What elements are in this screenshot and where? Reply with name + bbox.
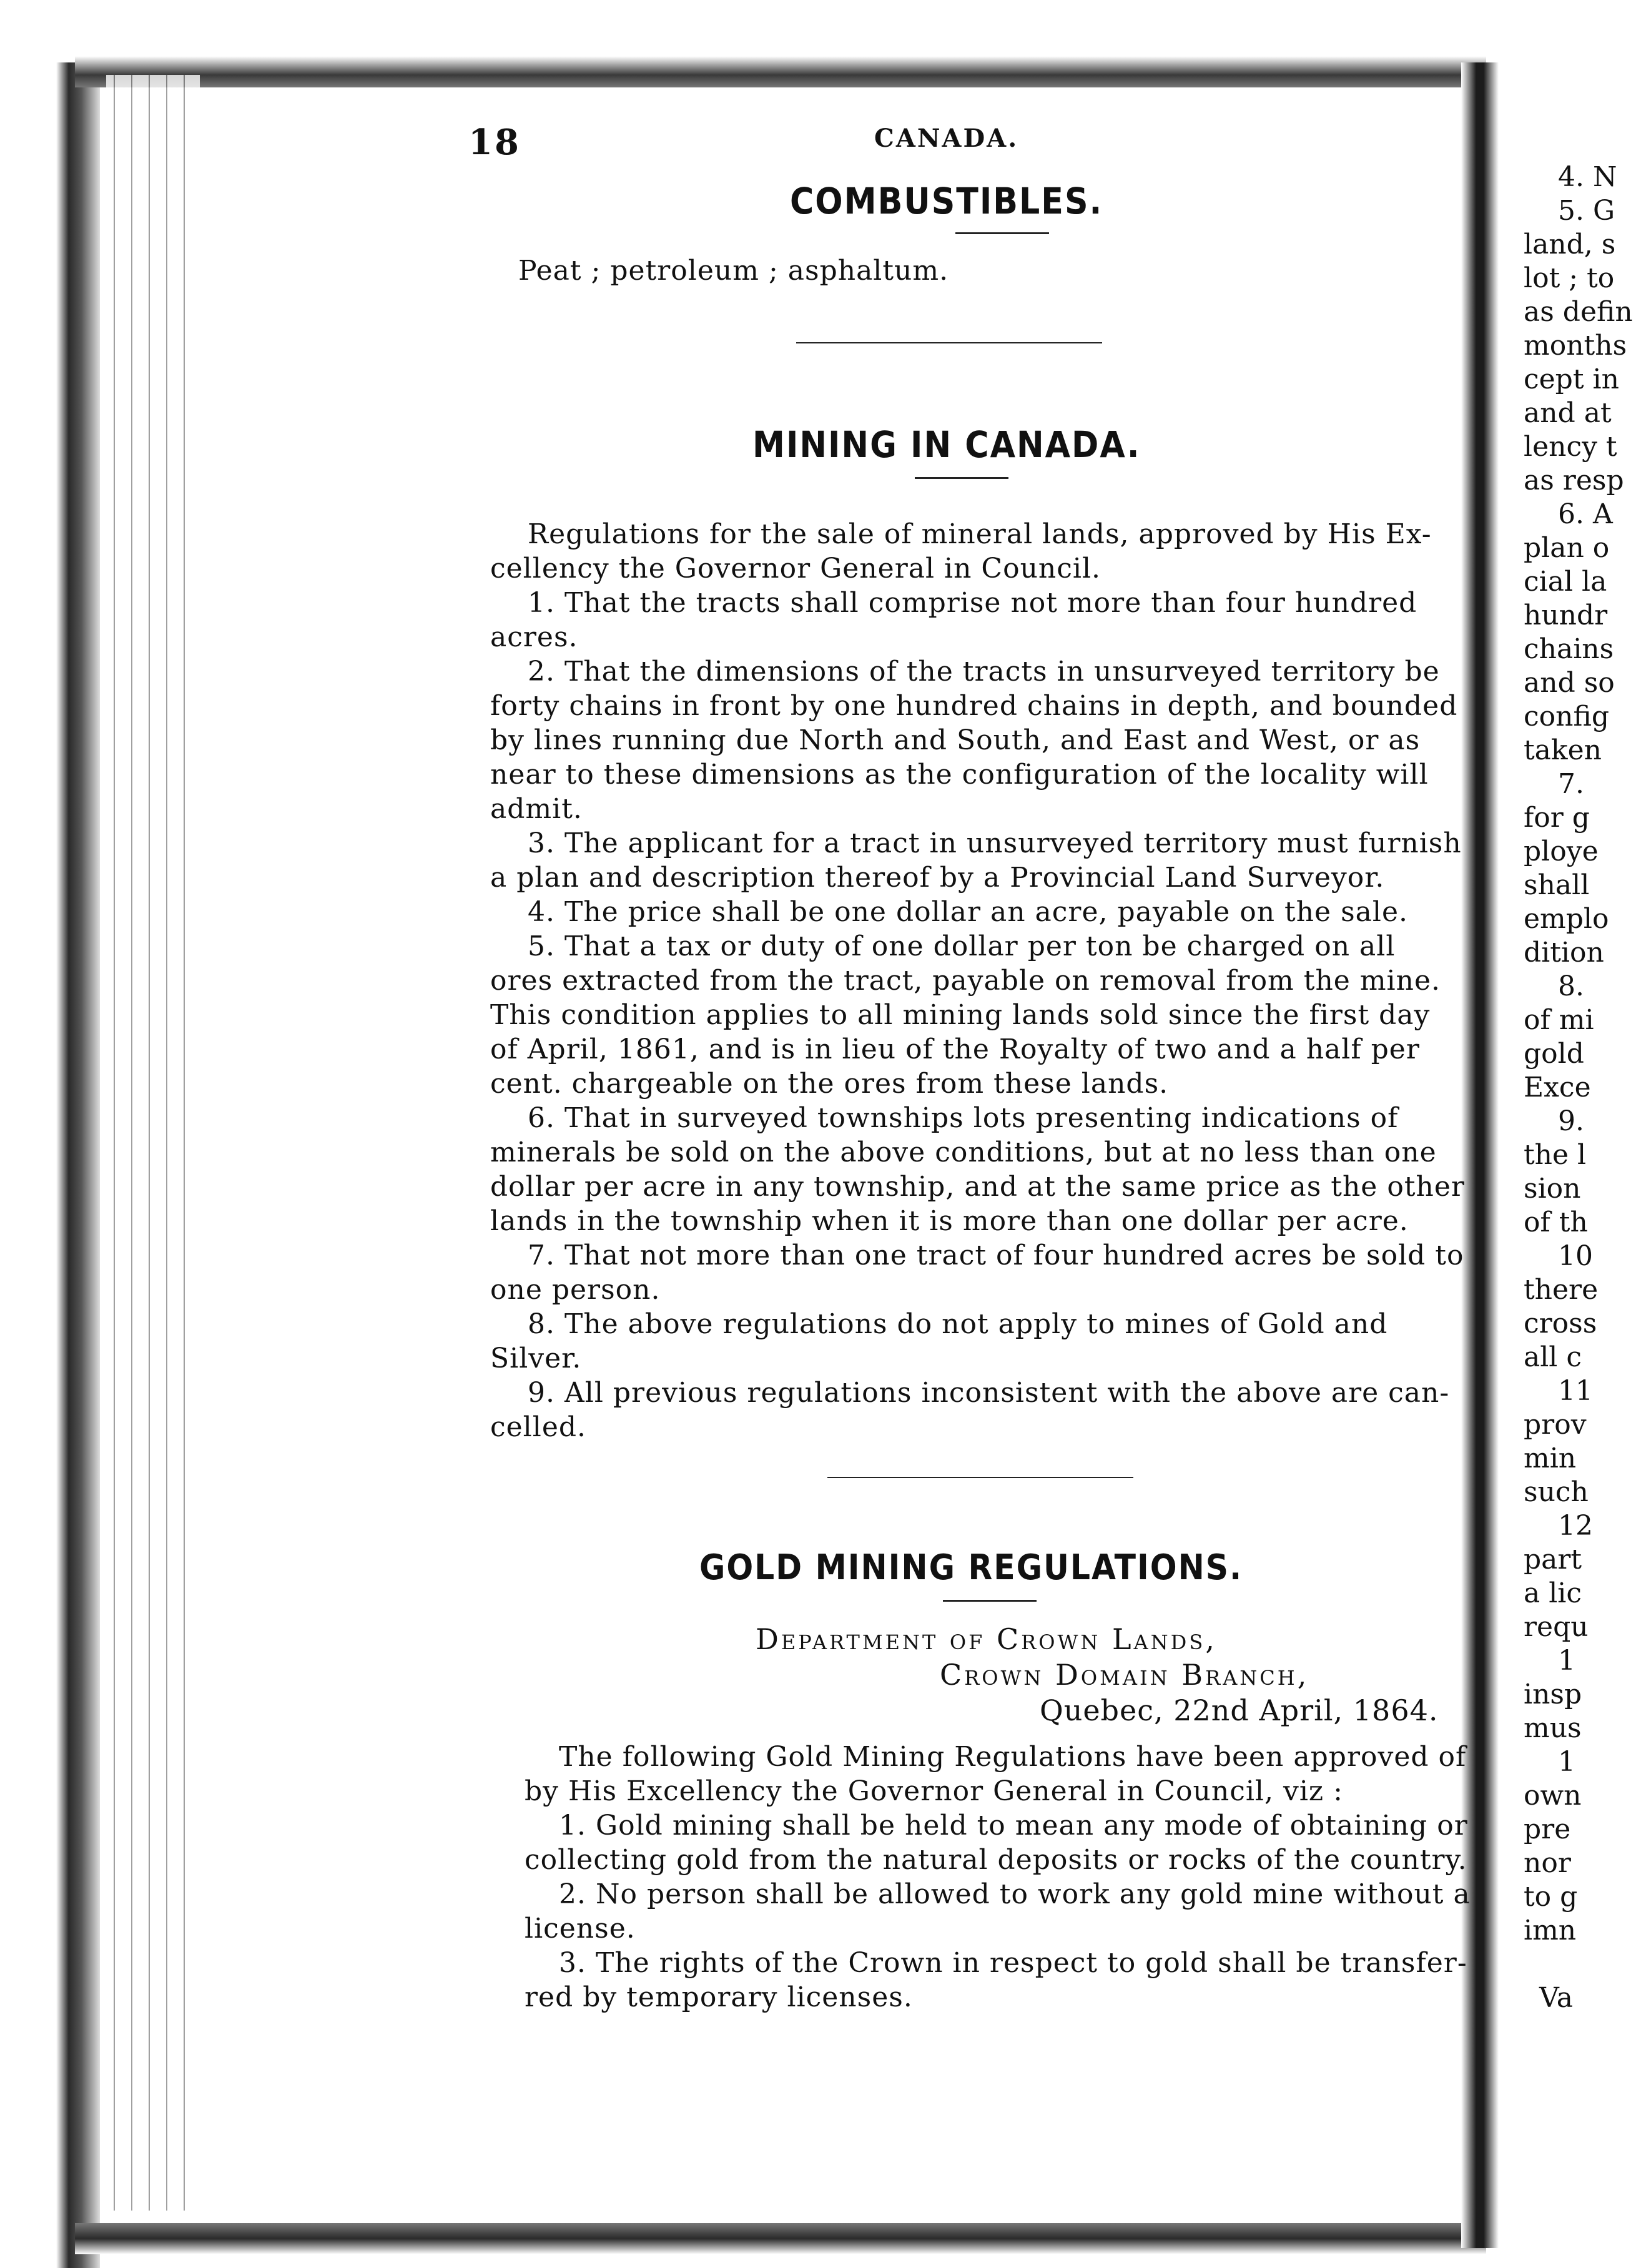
facing-line: insp [1524, 1679, 1582, 1710]
facing-line: 1 [1558, 1746, 1575, 1778]
mining-line: forty chains in front by one hundred chains in depth, and bounded [490, 690, 1458, 722]
facing-line: config [1524, 701, 1609, 732]
facing-line: 5. G [1558, 195, 1615, 227]
facing-line: 10 [1558, 1240, 1593, 1272]
facing-line: cross [1524, 1308, 1597, 1339]
facing-line: prov [1524, 1409, 1587, 1441]
mining-underline [915, 477, 1008, 479]
mining-line: by lines running due North and South, and East and West, or as [490, 724, 1421, 756]
gold-line: by His Excellency the Governor General in Council, viz : [525, 1775, 1343, 1807]
facing-line: own [1524, 1780, 1582, 1812]
mining-line: celled. [490, 1411, 587, 1443]
mining-line: 2. That the dimensions of the tracts in unsurveyed territory be [528, 656, 1440, 688]
dateline: Quebec, 22nd April, 1864. [1040, 1694, 1439, 1727]
right-page-fragment [1505, 87, 1646, 2217]
gold-line: The following Gold Mining Regulations have been approved of [559, 1741, 1467, 1773]
facing-line: lot ; to [1524, 262, 1615, 294]
gold-mining-heading: GOLD MINING REGULATIONS. [699, 1547, 1243, 1588]
mining-line: of April, 1861, and is in lieu of the Royalty of two and a half per [490, 1033, 1420, 1065]
mining-line: dollar per acre in any township, and at the same price as the other [490, 1171, 1465, 1203]
combustibles-heading: COMBUSTIBLES. [790, 180, 1103, 222]
facing-line: 11 [1558, 1375, 1593, 1407]
facing-line: all c [1524, 1341, 1582, 1373]
running-head: CANADA. [874, 124, 1019, 153]
mining-line: ores extracted from the tract, payable on removal from the mine. [490, 965, 1441, 997]
gold-line: license. [525, 1913, 636, 1945]
mining-line: Regulations for the sale of mineral lands, approved by His Ex- [528, 518, 1432, 550]
facing-line: as resp [1524, 465, 1624, 496]
mining-line: 8. The above regulations do not apply to mines of Gold and [528, 1308, 1388, 1340]
gold-line: red by temporary licenses. [525, 1981, 913, 2013]
mining-line: 5. That a tax or duty of one dollar per ton be charged on all [528, 930, 1396, 962]
mining-line: 4. The price shall be one dollar an acre, payable on the sale. [528, 896, 1408, 928]
facing-line: as defin [1524, 296, 1633, 328]
facing-line: 6. A [1558, 498, 1613, 530]
mining-line: 6. That in surveyed townships lots presenting indications of [528, 1102, 1399, 1134]
left-page [200, 87, 1471, 2217]
mining-line: minerals be sold on the above conditions, but at no less than one [490, 1136, 1437, 1168]
facing-line: for g [1524, 802, 1590, 834]
section-divider-1 [796, 342, 1102, 343]
facing-line: of mi [1524, 1004, 1594, 1036]
book-top-edge [75, 56, 1486, 87]
facing-line: 4. N [1558, 161, 1617, 193]
book-bottom-edge [75, 2223, 1486, 2254]
facing-line: and at [1524, 397, 1612, 429]
facing-line: ploye [1524, 836, 1599, 867]
facing-line: 12 [1558, 1510, 1593, 1542]
facing-line: cept in [1524, 363, 1619, 395]
facing-line: land, s [1524, 229, 1616, 260]
mining-line: cellency the Governor General in Council. [490, 553, 1101, 584]
page-stack-edges [106, 75, 200, 2211]
mining-line: admit. [490, 793, 583, 825]
facing-line: nor [1524, 1847, 1571, 1879]
combustibles-text: Peat ; petroleum ; asphaltum. [518, 255, 949, 287]
book-gutter [1461, 62, 1499, 2248]
facing-line: pre [1524, 1813, 1571, 1845]
facing-line: chains [1524, 633, 1614, 665]
mining-line: near to these dimensions as the configuration of the locality will [490, 759, 1429, 791]
mining-line: a plan and description thereof by a Provincial Land Surveyor. [490, 862, 1385, 894]
mining-line: cent. chargeable on the ores from these lands. [490, 1068, 1169, 1100]
mining-line: 9. All previous regulations inconsistent with the above are can- [528, 1377, 1450, 1409]
facing-line: dition [1524, 937, 1604, 969]
facing-line: sion [1524, 1173, 1581, 1205]
mining-line: acres. [490, 621, 578, 653]
page-number: 18 [468, 122, 521, 163]
gold-line: 2. No person shall be allowed to work any gold mine without a [559, 1878, 1471, 1910]
facing-line: 9. [1558, 1105, 1584, 1137]
gold-mining-underline [943, 1600, 1037, 1602]
facing-line: there [1524, 1274, 1599, 1306]
facing-line: Exce [1524, 1072, 1591, 1103]
facing-line: to g [1524, 1881, 1578, 1913]
mining-line: Silver. [490, 1343, 582, 1374]
mining-line: 1. That the tracts shall comprise not more than four hundred [528, 587, 1417, 619]
facing-line: requ [1524, 1611, 1589, 1643]
facing-line: Va [1539, 1982, 1573, 2014]
facing-line: mus [1524, 1712, 1582, 1744]
facing-line: and so [1524, 667, 1615, 699]
mining-line: This condition applies to all mining lands sold since the first day [490, 999, 1431, 1031]
facing-line: emplo [1524, 903, 1609, 935]
facing-line: hundr [1524, 599, 1608, 631]
gold-line: collecting gold from the natural deposits or rocks of the country. [525, 1844, 1467, 1876]
facing-line: such [1524, 1476, 1589, 1508]
branch-line: Crown Domain Branch, [940, 1658, 1309, 1692]
facing-line: 1 [1558, 1645, 1575, 1677]
facing-line: 7. [1558, 768, 1584, 800]
mining-line: 3. The applicant for a tract in unsurveyed territory must furnish [528, 827, 1462, 859]
facing-line: imn [1524, 1915, 1577, 1946]
mining-line: 7. That not more than one tract of four hundred acres be sold to [528, 1240, 1464, 1271]
facing-line: plan o [1524, 532, 1610, 564]
facing-line: part [1524, 1544, 1582, 1575]
section-divider-2 [827, 1477, 1133, 1478]
mining-line: one person. [490, 1274, 661, 1306]
mining-heading: MINING IN CANADA. [752, 423, 1141, 466]
facing-line: a lic [1524, 1577, 1582, 1609]
mining-line: lands in the township when it is more than one dollar per acre. [490, 1205, 1409, 1237]
facing-line: months [1524, 330, 1627, 362]
facing-line: 8. [1558, 970, 1584, 1002]
facing-line: gold [1524, 1038, 1584, 1070]
facing-line: cial la [1524, 566, 1607, 598]
gold-line: 3. The rights of the Crown in respect to gold shall be transfer- [559, 1947, 1467, 1979]
book-left-edge [0, 62, 100, 2268]
facing-line: of th [1524, 1206, 1588, 1238]
gold-line: 1. Gold mining shall be held to mean any mode of obtaining or [559, 1810, 1468, 1842]
department-line: Department of Crown Lands, [756, 1622, 1217, 1656]
facing-line: taken [1524, 734, 1602, 766]
facing-line: the l [1524, 1139, 1587, 1171]
facing-line: shall [1524, 869, 1590, 901]
facing-line: min [1524, 1442, 1577, 1474]
facing-line: lency t [1524, 431, 1617, 463]
combustibles-underline [955, 232, 1049, 234]
